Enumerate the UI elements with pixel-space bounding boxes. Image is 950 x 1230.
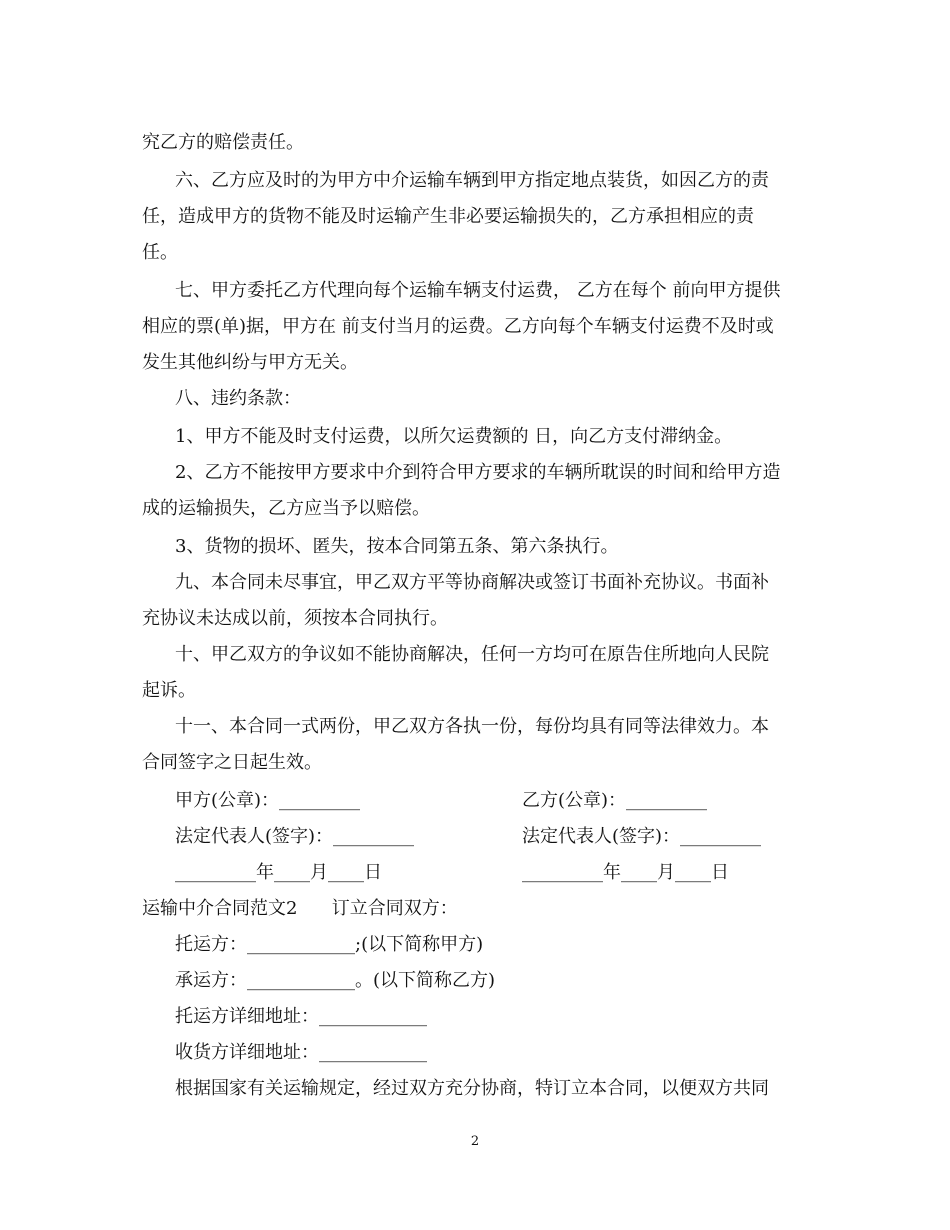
party-b-seal-field: 乙方(公章)：_________	[522, 790, 708, 811]
paragraph-line: 十、甲乙双方的争议如不能协商解决，任何一方均可在原告住所地向人民院	[175, 644, 769, 665]
paragraph-line: 发生其他纠纷与甲方无关。	[142, 352, 358, 373]
paragraph-line: 任，造成甲方的货物不能及时运输产生非必要运输损失的，乙方承担相应的责	[142, 206, 754, 227]
intro-paragraph-line: 根据国家有关运输规定，经过双方充分协商，特订立本合同，以便双方共同	[175, 1078, 769, 1099]
party-b-date-field: _________年____月____日	[522, 862, 729, 883]
shipper-field: 托运方：____________;(以下简称甲方)	[175, 934, 484, 955]
paragraph-line: 相应的票(单)据，甲方在 前支付当月的运费。乙方向每个车辆支付运费不及时或	[142, 316, 774, 337]
party-a-seal-field: 甲方(公章)：_________	[175, 790, 361, 811]
paragraph-line: 究乙方的赔偿责任。	[142, 132, 304, 153]
paragraph-line: 合同签字之日起生效。	[142, 752, 322, 773]
paragraph-line: 任。	[142, 242, 178, 263]
shipper-address-field: 托运方详细地址：____________	[175, 1006, 427, 1027]
paragraph-line: 成的运输损失，乙方应当予以赔偿。	[142, 498, 430, 519]
paragraph-line: 九、本合同未尽事宜，甲乙双方平等协商解决或签订书面补充协议。书面补	[175, 572, 769, 593]
paragraph-line: 充协议未达成以前，须按本合同执行。	[142, 608, 448, 629]
paragraph-line: 1、甲方不能及时支付运费，以所欠运费额的 日，向乙方支付滞纳金。	[175, 426, 733, 447]
paragraph-line: 3、货物的损坏、匿失，按本合同第五条、第六条执行。	[175, 536, 619, 557]
page-number: 2	[470, 1134, 480, 1149]
paragraph-line: 起诉。	[142, 680, 196, 701]
paragraph-line: 2、乙方不能按甲方要求中介到符合甲方要求的车辆所耽误的时间和给甲方造	[175, 462, 781, 483]
paragraph-line: 七、甲方委托乙方代理向每个运输车辆支付运费， 乙方在每个 前向甲方提供	[175, 280, 781, 301]
party-b-representative-field: 法定代表人(签字)：_________	[522, 826, 762, 847]
carrier-field: 承运方：____________。(以下简称乙方)	[175, 970, 496, 991]
paragraph-line: 八、违约条款：	[175, 388, 301, 409]
party-a-representative-field: 法定代表人(签字)：_________	[175, 826, 415, 847]
consignee-address-field: 收货方详细地址：____________	[175, 1042, 427, 1063]
section2-heading: 运输中介合同范文2 订立合同双方：	[142, 898, 458, 919]
paragraph-line: 六、乙方应及时的为甲方中介运输车辆到甲方指定地点装货，如因乙方的责	[175, 170, 769, 191]
party-a-date-field: _________年____月____日	[175, 862, 382, 883]
paragraph-line: 十一、本合同一式两份，甲乙双方各执一份，每份均具有同等法律效力。本	[175, 716, 769, 737]
